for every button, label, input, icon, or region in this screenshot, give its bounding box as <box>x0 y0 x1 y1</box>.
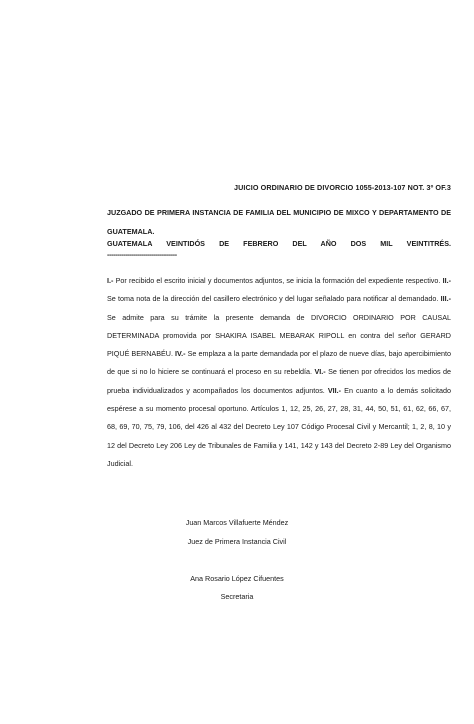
clause-number: III.- <box>440 294 451 304</box>
judge-name: Juan Marcos Villafuerte Méndez <box>185 518 289 527</box>
case-title: JUICIO ORDINARIO DE DIVORCIO 1055-2013-107 NOT. 3º OF.3 <box>233 183 451 192</box>
clause-text: Se toma nota de la dirección del casillero electrónico y del lugar señalado para notificar al demandado. <box>107 294 441 304</box>
clause-number: VI.- <box>314 367 326 377</box>
clause-text: Se admite para su trámite la presente demanda de DIVORCIO ORDINARIO POR CAUSAL DETERMINADA promovida por SHAKIRA ISABEL MEBARAK RIPOLL en contra del señor GERARD PIQUÉ BERNABÉU. <box>107 312 451 359</box>
secretary-name: Ana Rosario López Cifuentes <box>190 574 284 583</box>
resolution-body <box>107 272 451 473</box>
court-name: JUZGADO DE PRIMERA INSTANCIA DE FAMILIA DEL MUNICIPIO DE MIXCO Y DEPARTAMENTO DE GUATEMALA. <box>107 208 451 236</box>
clause-text: Por recibido el escrito inicial y documentos adjuntos, se inicia la formación del expediente respectivo. <box>113 276 443 285</box>
clause-number: VII.- <box>327 385 342 395</box>
clause-number: I.- <box>107 276 114 285</box>
clause-text: Se tienen por ofrecidos los medios de prueba individualizados y acompañados los documentos adjuntos. <box>107 367 451 395</box>
separator-line: ----------------------------------- <box>107 250 177 259</box>
clause-text: Se emplaza a la parte demandada por el plazo de nueve días, bajo apercibimiento de que si no lo hiciere se continuará el proceso en su rebeldía. <box>107 349 451 377</box>
secretary-title: Secretaria <box>220 592 254 601</box>
court-date: GUATEMALA VEINTIDÓS DE FEBRERO DEL AÑO DOS MIL VEINTITRÉS. <box>107 239 451 248</box>
clause-number: II.- <box>442 276 451 285</box>
clause-number: IV.- <box>175 349 186 359</box>
judge-title: Juez de Primera Instancia Civil <box>187 537 287 546</box>
clause-text: En cuanto a lo demás solicitado espérese a su momento procesal oportuno. Artículos 1, 12, 25, 26, 27, 28, 31, 44, 50, 51, 61, 62, 66, 67, 68, 69, 70, 75, 79, 106, del 426 al 432 del Decreto Ley 107 Código Procesal Civil y Mercantil; 1, 2, 8, 10 y 12 del Decreto Ley 206 Ley de Tribunales de Familia y 141, 142 y 143 del Decreto 2-89 Ley del Organismo Judicial. <box>107 385 451 468</box>
